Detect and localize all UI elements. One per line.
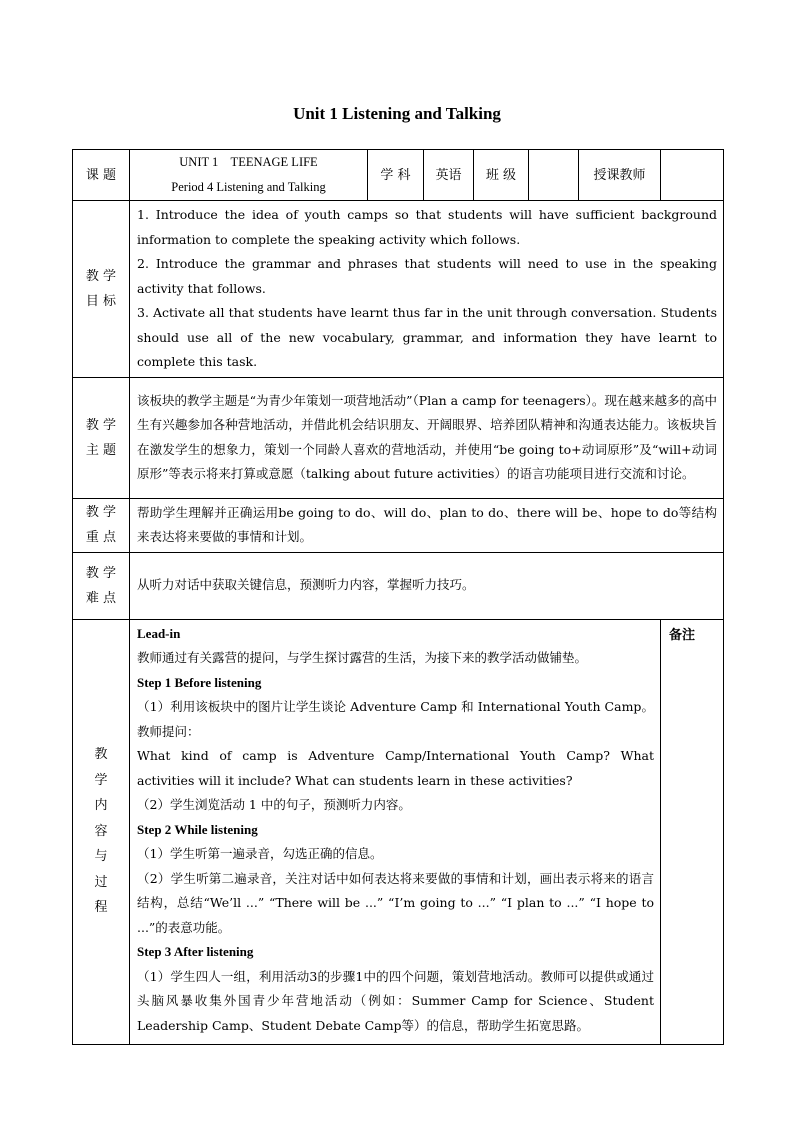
objective-item: 2. Introduce the grammar and phrases that students will need to use in the speaking activity that follows.: [137, 256, 717, 296]
theme-row: [73, 377, 724, 498]
step1-paragraph: （2）学生浏览活动 1 中的句子，预测听力内容。: [137, 797, 411, 812]
header-row: [73, 150, 724, 201]
teacher-value: [661, 150, 724, 201]
step3-paragraph: （1）学生四人一组，利用活动3的步骤1中的四个问题，策划营地活动。教师可以提供或通过头脑风暴收集外国青少年营地活动（例如：Summer Camp for Science、Student Leadership Camp、Student Debate Camp等）的信息，帮助学生拓宽思路。: [137, 968, 654, 1033]
leadin-text: 教师通过有关露营的提问，与学生探讨露营的生活，为接下来的教学活动做铺垫。: [137, 650, 588, 665]
difficulties-row: [73, 552, 724, 619]
key-points-label-line1: 教 学: [85, 505, 117, 520]
step3-heading: Step 3 After listening: [137, 944, 254, 959]
topic-label: 课 题: [73, 150, 130, 201]
step2-paragraph: （2）学生听第二遍录音，关注对话中如何表达将来要做的事情和计划，画出表示将来的语言结构，总结“We’ll ...” “There will be ...” “I’m going to ...” “I plan to ...” “I hope to ...”的表意功能。: [137, 870, 654, 935]
theme-label: [73, 377, 130, 498]
unit-cell: [130, 150, 368, 201]
process-row: [73, 619, 724, 1044]
objectives-label: [73, 201, 130, 378]
theme-content: 该板块的教学主题是“为青少年策划一项营地活动”（Plan a camp for teenagers）。现在越来越多的高中生有兴趣参加各种营地活动，并借此机会结识朋友、开阔眼界、培养团队精神和沟通表达能力。该板块旨在激发学生的想象力，策划一个同龄人喜欢的营地活动，并使用“be going to+动词原形”及“will+动词原形”等表示将来打算或意愿（talking about future activities）的语言功能项目进行交流和讨论。: [130, 377, 724, 498]
objective-item: 3. Activate all that students have learnt thus far in the unit through conversation. Students should use all of the new vocabulary, grammar, and information they have learnt to complete this task.: [137, 305, 717, 369]
objective-item: 1. Introduce the idea of youth camps so that students will have sufficient background information to complete the speaking activity which follows.: [137, 207, 717, 247]
difficulties-label: [73, 552, 130, 619]
class-label: 班 级: [474, 150, 529, 201]
page-title: Unit 1 Listening and Talking: [293, 104, 501, 123]
remark-cell: 备注: [661, 619, 724, 1044]
theme-label-line2: 主 题: [85, 442, 117, 458]
process-label-char: 内: [94, 798, 108, 814]
unit-title: UNIT 1 TEENAGE LIFE: [179, 155, 318, 169]
difficulties-label-line1: 教 学: [85, 565, 117, 581]
step2-heading: Step 2 While listening: [137, 821, 258, 837]
teacher-label: 授课教师: [579, 150, 661, 201]
leadin-heading: Lead-in: [137, 625, 181, 641]
process-label-char: 程: [94, 900, 108, 916]
objectives-content: [130, 201, 724, 378]
key-points-content: 帮助学生理解并正确运用be going to do、will do、plan to do、there will be、hope to do等结构来表达将来要做的事情和计划。: [130, 498, 724, 552]
step1-question: What kind of camp is Adventure Camp/International Youth Camp? What activities will it include? What can students learn in these activities?: [137, 748, 654, 788]
process-label-char: 学: [94, 772, 108, 788]
step2-paragraph: （1）学生听第一遍录音，勾选正确的信息。: [137, 846, 383, 861]
class-value: [529, 150, 579, 201]
difficulties-label-line2: 难 点: [85, 590, 117, 606]
key-points-label-line2: 重 点: [85, 530, 117, 545]
theme-label-line1: 教 学: [85, 417, 117, 433]
step1-paragraph: （1）利用该板块中的图片让学生谈论 Adventure Camp 和 International Youth Camp。教师提问：: [137, 699, 654, 739]
process-label-char: 过: [94, 874, 108, 890]
step1-heading: Step 1 Before listening: [137, 674, 262, 690]
process-label-char: 教: [94, 747, 108, 763]
subject-label: 学 科: [368, 150, 424, 201]
key-points-row: [73, 498, 724, 552]
key-points-label: [73, 498, 130, 552]
period-title: Period 4 Listening and Talking: [171, 180, 326, 194]
objectives-row: [73, 201, 724, 378]
process-content: [130, 619, 661, 1044]
process-label-char: 容: [94, 823, 108, 839]
process-label-char: 与: [94, 849, 108, 865]
subject-value: 英语: [424, 150, 474, 201]
process-label: [73, 619, 130, 1044]
lesson-plan-table: [72, 149, 724, 1045]
objectives-label-line2: 目 标: [85, 293, 117, 309]
difficulties-content: 从听力对话中获取关键信息，预测听力内容，掌握听力技巧。: [130, 552, 724, 619]
objectives-label-line1: 教 学: [85, 268, 117, 284]
